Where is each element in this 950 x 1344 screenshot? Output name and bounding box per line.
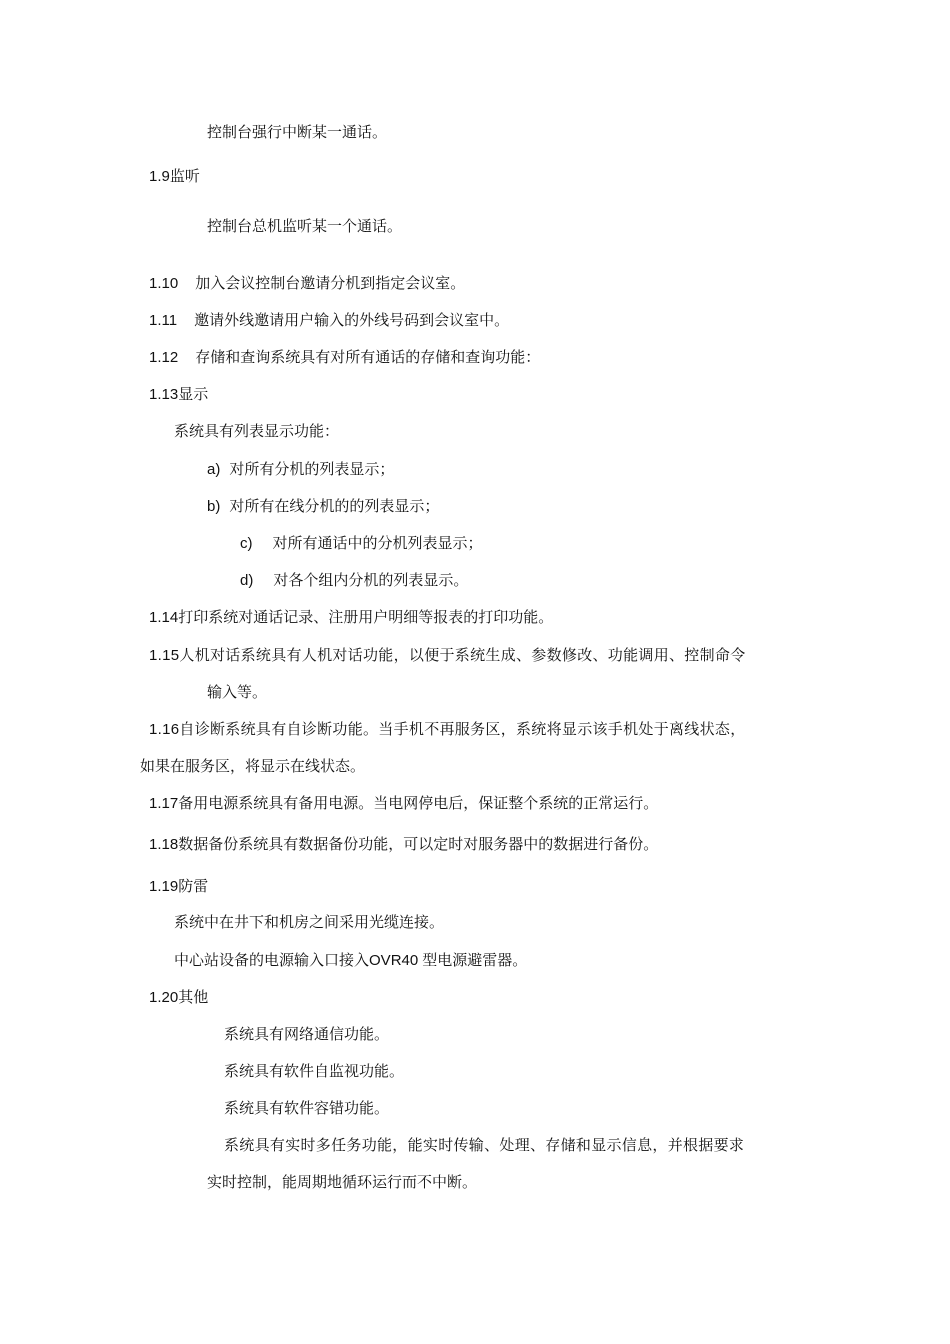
- paragraph: [224, 1135, 744, 1155]
- paragraph-text: 型电源避雷器。: [422, 951, 528, 969]
- section-title: 显示: [178, 385, 209, 403]
- section-text: 打印系统对通话记录、注册用户明细等报表的打印功能。: [178, 608, 554, 626]
- section-heading-1-19: [149, 876, 208, 897]
- section-number: 1.17: [149, 795, 179, 812]
- section-text: 数据备份系统具有数据备份功能，可以定时对服务器中的数据进行备份。: [178, 835, 659, 853]
- list-text: 对各个组内分机的列表显示。: [273, 571, 469, 589]
- paragraph-text: 中心站设备的电源输入口接入: [174, 951, 370, 969]
- paragraph-text: 系统具有列表显示功能：: [174, 422, 340, 440]
- section-heading-1-10: [149, 273, 465, 294]
- paragraph-text: 系统具有软件容错功能。: [224, 1099, 390, 1117]
- section-number: 1.13: [149, 386, 179, 403]
- list-label: c): [240, 535, 253, 552]
- section-text: 人机对话系统具有人机对话功能，以便于系统生成、参数修改、功能调用、控制命令: [179, 646, 746, 664]
- section-title: 其他: [178, 988, 209, 1006]
- paragraph-text: 输入等。: [207, 683, 268, 701]
- paragraph-text: 如果在服务区，将显示在线状态。: [140, 757, 366, 775]
- section-number: 1.12: [149, 349, 179, 366]
- paragraph-text: 系统具有网络通信功能。: [224, 1025, 390, 1043]
- section-text: 加入会议控制台邀请分机到指定会议室。: [195, 274, 466, 292]
- section-text: 邀请外线邀请用户输入的外线号码到会议室中。: [194, 311, 510, 329]
- paragraph-text: 控制台强行中断某一通话。: [207, 123, 388, 141]
- section-heading-1-9: [149, 166, 200, 187]
- paragraph: [207, 216, 402, 236]
- model-number: OVR40: [369, 952, 419, 969]
- section-number: 1.14: [149, 609, 179, 626]
- section-title: 防雷: [178, 877, 209, 895]
- paragraph: [207, 122, 387, 142]
- list-item: [240, 570, 468, 591]
- paragraph-text: 实时控制，能周期地循环运行而不中断。: [207, 1173, 478, 1191]
- paragraph: [224, 1061, 404, 1081]
- section-heading-1-20: [149, 987, 208, 1008]
- section-heading-1-17: [149, 793, 658, 814]
- paragraph-text: 系统中在井下和机房之间采用光缆连接。: [174, 913, 445, 931]
- section-text: 自诊断系统具有自诊断功能。当手机不再服务区，系统将显示该手机处于离线状态，: [179, 720, 746, 738]
- section-number: 1.9: [149, 168, 170, 185]
- paragraph: [174, 421, 339, 441]
- paragraph: [224, 1024, 389, 1044]
- section-heading-1-15: [149, 645, 746, 666]
- list-item: [207, 459, 394, 480]
- list-item: [207, 496, 439, 517]
- section-number: 1.20: [149, 989, 179, 1006]
- paragraph-text: 系统具有软件自监视功能。: [224, 1062, 405, 1080]
- section-heading-1-11: [149, 310, 509, 331]
- list-label: d): [240, 572, 254, 589]
- paragraph-continuation: [207, 682, 267, 702]
- paragraph-continuation: [140, 756, 365, 776]
- section-heading-1-18: [149, 834, 658, 855]
- section-heading-1-13: [149, 384, 208, 405]
- list-text: 对所有分机的列表显示；: [229, 460, 395, 478]
- paragraph: [174, 950, 527, 971]
- paragraph: [174, 912, 444, 932]
- list-label: a): [207, 461, 221, 478]
- list-text: 对所有通话中的分机列表显示；: [272, 534, 483, 552]
- section-heading-1-14: [149, 607, 553, 628]
- section-number: 1.15: [149, 647, 180, 664]
- paragraph: [224, 1098, 389, 1118]
- section-heading-1-12: [149, 347, 540, 368]
- paragraph-continuation: [207, 1172, 477, 1192]
- section-number: 1.19: [149, 878, 179, 895]
- section-heading-1-16: [149, 719, 746, 740]
- section-number: 1.11: [149, 312, 178, 329]
- list-label: b): [207, 498, 221, 515]
- paragraph-text: 控制台总机监听某一个通话。: [207, 217, 403, 235]
- section-number: 1.10: [149, 275, 179, 292]
- list-text: 对所有在线分机的的列表显示；: [229, 497, 440, 515]
- list-item: [240, 533, 483, 554]
- section-text: 存储和查询系统具有对所有通话的存储和查询功能：: [195, 348, 541, 366]
- section-number: 1.16: [149, 721, 180, 738]
- section-title: 监听: [169, 167, 200, 185]
- section-number: 1.18: [149, 836, 179, 853]
- paragraph-text: 系统具有实时多任务功能，能实时传输、处理、存储和显示信息，并根据要求: [224, 1136, 745, 1154]
- section-text: 备用电源系统具有备用电源。当电网停电后，保证整个系统的正常运行。: [178, 794, 659, 812]
